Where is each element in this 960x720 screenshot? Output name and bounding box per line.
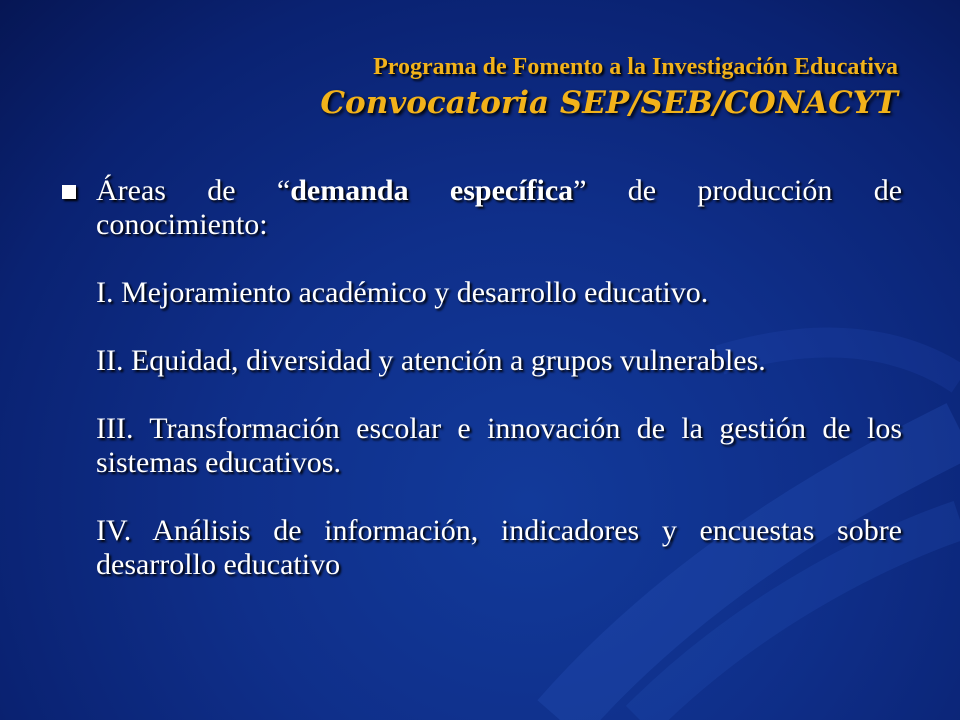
slide-header: [320, 52, 898, 124]
area-item-1: I. Mejoramiento académico y desarrollo educativo.: [96, 276, 709, 309]
intro-bold: demanda específica: [290, 174, 574, 207]
intro-paragraph: [96, 174, 902, 208]
intro-line2: conocimiento:: [96, 208, 268, 241]
call-title: Convocatoria SEP/SEB/CONACYT: [320, 85, 898, 121]
area-item-2: II. Equidad, diversidad y atención a grupos vulnerables.: [96, 344, 766, 377]
area-item-4: IV. Análisis de información, indicadores y encuestas sobre desarrollo educativo: [96, 514, 902, 581]
intro-suffix: ” de producción de: [573, 174, 903, 207]
program-title: Programa de Fomento a la Investigación Educativa: [373, 54, 898, 80]
intro-prefix: Áreas de “: [96, 174, 291, 207]
square-bullet-icon: [62, 185, 76, 199]
area-item-3: III. Transformación escolar e innovación de la gestión de los sistemas educativos.: [96, 412, 902, 479]
slide-body: [96, 174, 902, 582]
intro-paragraph-line2: [96, 208, 902, 242]
